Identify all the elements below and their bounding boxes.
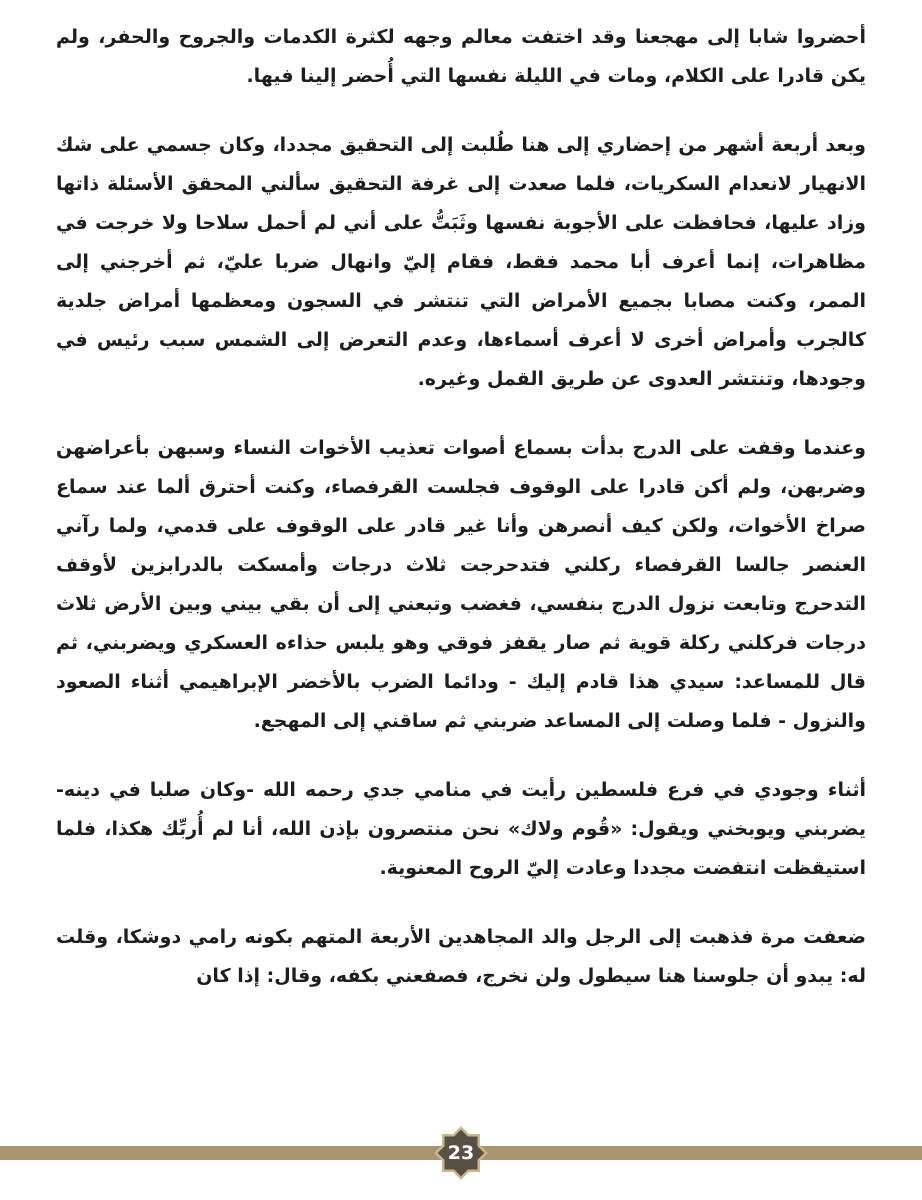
page-number: 23 bbox=[447, 1142, 475, 1164]
page-body bbox=[56, 18, 866, 1026]
paragraph-4: أثناء وجودي في فرع فلسطين رأيت في منامي جدي رحمه الله -وكان صلبا في دينه- يضربني ويوبخني ويقول: «قُوم ولاك» نحن منتصرون بإذن الله، أنا لم أُربِّك هكذا، فلما استيقظت انتفضت مجددا وعادت إليّ الروح المعنوية. bbox=[56, 779, 866, 879]
paragraph-3: وعندما وقفت على الدرج بدأت بسماع أصوات تعذيب الأخوات النساء وسبهن بأعراضهن وضربهن، ولم أكن قادرا على الوقوف فجلست القرفصاء، وكنت أحترق ألما عند سماع صراخ الأخوات، ولكن كيف أنصرهن وأنا غير قادر على الوقوف على قدمي، ولما رآني العنصر جالسا القرفصاء ركلني فتدحرجت ثلاث درجات وأمسكت بالدرابزين لأوقف التدحرج وتابعت نزول الدرج بنفسي، فغضب وتبعني إلى أن بقي بيني وبين الأرض ثلاث درجات فركلني ركلة قوية ثم صار يقفز فوقي وهو يلبس حذاءه العسكري ويضربني، ثم قال للمساعد: سيدي هذا قادم إليك - ودائما الضرب بالأخضر الإبراهيمي أثناء الصعود والنزول - فلما وصلت إلى المساعد ضربني ثم ساقني إلى المهجع. bbox=[56, 437, 866, 732]
page-number-badge bbox=[431, 1123, 491, 1183]
paragraph-5: ضعفت مرة فذهبت إلى الرجل والد المجاهدين الأربعة المتهم بكونه رامي دوشكا، وقلت له: يبدو أن جلوسنا هنا سيطول ولن نخرج، فصفعني بكفه، وقال: إذا كان bbox=[56, 926, 866, 987]
paragraph-1: أحضروا شابا إلى مهجعنا وقد اختفت معالم وجهه لكثرة الكدمات والجروح والحفر، ولم يكن قادرا على الكلام، ومات في الليلة نفسها التي أُحضر إلينا فيها. bbox=[56, 26, 866, 87]
paragraph-2: وبعد أربعة أشهر من إحضاري إلى هنا طُلبت إلى التحقيق مجددا، وكان جسمي على شك الانهيار لانعدام السكريات، فلما صعدت إلى غرفة التحقيق سألني المحقق الأسئلة ذاتها وزاد عليها، فحافظت على الأجوبة نفسها وثَبَتُّ على أني لم أحمل سلاحا ولا خرجت في مظاهرات، إنما أعرف أبا محمد فقط، فقام إليّ وانهال ضربا عليّ، ثم أخرجني إلى الممر، وكنت مصابا بجميع الأمراض التي تنتشر في السجون ومعظمها أمراض جلدية كالجرب وأمراض أخرى لا أعرف أسماءها، وعدم التعرض إلى الشمس سبب رئيس في وجودها، وتنتشر العدوى عن طريق القمل وغيره. bbox=[56, 134, 866, 390]
